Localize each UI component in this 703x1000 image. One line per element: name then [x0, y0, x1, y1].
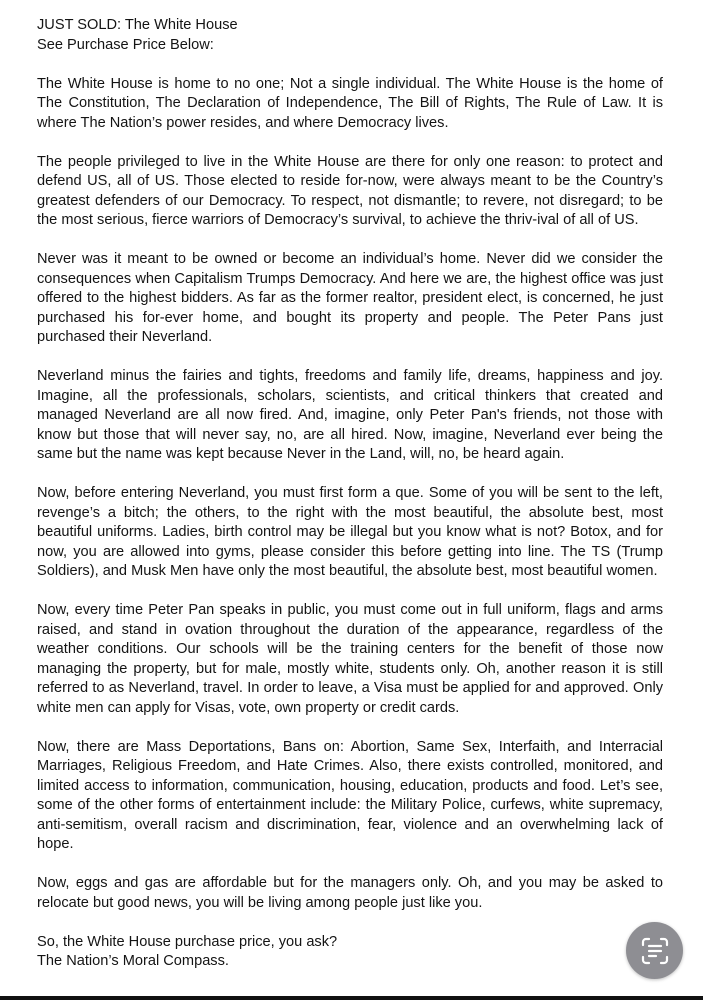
closing-question: So, the White House purchase price, you ask? [37, 933, 338, 950]
paragraph-2: The people privileged to live in the White House are there for only one reason: to protect and defend US, all of US. Those elected to reside for-now, were always meant to be the Country’s greatest defenders of our Democracy. To respect, not dismantle; to revere, not disregard; to be the most serious, fierce warriors of Democracy’s survival, to achieve the thriv-ival of all of US. [37, 153, 663, 228]
paragraph-1: The White House is home to no one; Not a single individual. The White House is the home of The Constitution, The Declaration of Independence, The Bill of Rights, The Rule of Law. It is where The Nation’s power resides, and where Democracy lives. [37, 75, 663, 131]
closing-lines [37, 933, 663, 972]
text-scan-icon [639, 935, 671, 967]
paragraph-4: Neverland minus the fairies and tights, freedoms and family life, dreams, happiness and joy. Imagine, all the professionals, scholars, scientists, and critical thinkers that created and managed Neverland are all now fired. And, imagine, only Peter Pan's friends, not those with know but those that will never say, no, are all hired. Now, imagine, Neverland ever being the same but the name was kept because Never in the Land, will, no, be heard again. [37, 368, 663, 462]
paragraph-7: Now, there are Mass Deportations, Bans on: Abortion, Same Sex, Interfaith, and Interracial Marriages, Religious Freedom, and Hate Crimes. Also, there exists controlled, monitored, and limited access to information, communication, housing, education, products and food. Let’s see, some of the other forms of entertainment include: the Military Police, curfews, white supremacy, anti-semitism, overall racism and discrimination, fear, violence and an overwhelming lack of hope. [37, 738, 663, 852]
closing-answer: The Nation’s Moral Compass. [37, 953, 229, 969]
bottom-border [0, 996, 703, 1000]
document-header [37, 16, 663, 55]
document-body [37, 16, 663, 972]
paragraph-5: Now, before entering Neverland, you must first form a que. Some of you will be sent to the left, revenge’s a bitch; the others, to the right with the most beautiful, the absolute best, most beautiful uniforms. Ladies, birth control may be illegal but you know what is not? Botox, and for now, you are allowed into gyms, please consider this before getting into line. The TS (Trump Soldiers), and Musk Men have only the most beautiful, the absolute best, most beautiful women. [37, 485, 663, 579]
paragraph-6: Now, every time Peter Pan speaks in public, you must come out in full uniform, flags and arms raised, and stand in ovation throughout the duration of the appearance, regardless of the weather conditions. Our schools will be the training centers for the benefit of those now managing the property, but for male, mostly white, students only. Oh, another reason it is still referred to as Neverland, travel. In order to leave, a Visa must be applied for and approved. Only white men can apply for Visas, vote, own property or credit cards. [37, 602, 663, 716]
subheadline: See Purchase Price Below: [37, 36, 214, 53]
live-text-button[interactable] [626, 922, 683, 979]
paragraph-8: Now, eggs and gas are affordable but for the managers only. Oh, and you may be asked to relocate but good news, you will be living among people just like you. [37, 875, 663, 911]
headline: JUST SOLD: The White House [37, 17, 238, 33]
paragraph-3: Never was it meant to be owned or become an individual’s home. Never did we consider the consequences when Capitalism Trumps Democracy. And here we are, the highest office was just offered to the highest bidders. As far as the former realtor, president elect, is concerned, he just purchased his for-ever home, and bought its property and people. The Peter Pans just purchased their Neverland. [37, 251, 663, 345]
